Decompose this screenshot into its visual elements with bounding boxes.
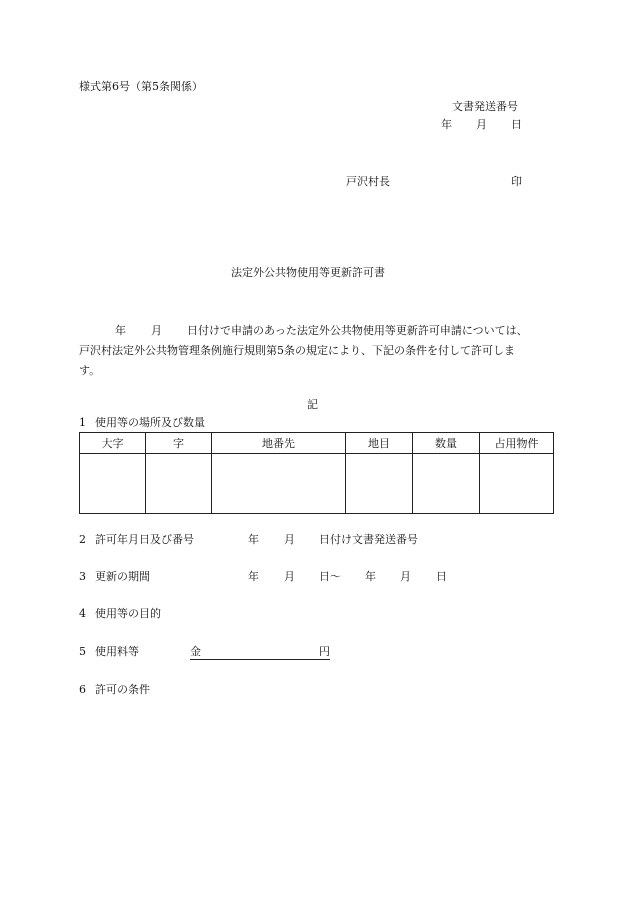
item-3-start-month: 月: [284, 570, 295, 583]
table-header-oaza: 大字: [80, 433, 146, 454]
date-year-label: 年: [441, 118, 452, 131]
item-3-end-month: 月: [400, 570, 411, 583]
table-cell: [80, 454, 146, 514]
body-line-1-text: 日付けで申請のあった法定外公共物使用等更新許可申請については、: [187, 324, 528, 337]
item-2-month: 月: [284, 533, 295, 546]
item-2: [79, 533, 194, 547]
fee-amount-line: [190, 645, 330, 660]
item-6: [79, 683, 150, 697]
item-2-doc-number: 日付け文書発送番号: [319, 533, 418, 546]
location-quantity-table: [79, 432, 554, 514]
table-header-chibansaki: 地番先: [212, 433, 346, 454]
item-5-label: 使用料等: [95, 645, 139, 658]
body-line-3: す。: [79, 364, 101, 377]
item-1-number: 1: [79, 416, 86, 429]
table-cell: [413, 454, 480, 514]
body-line-1: [79, 321, 557, 341]
seal-mark: 印: [511, 175, 522, 188]
item-4: [79, 607, 161, 621]
form-number: 様式第6号（第5条関係）: [79, 80, 203, 93]
ki-heading: 記: [307, 398, 318, 411]
item-4-number: 4: [79, 607, 86, 620]
table-cell: [480, 454, 554, 514]
table-header-occupied-item: 占用物件: [480, 433, 554, 454]
item-3-label: 更新の期間: [95, 570, 150, 583]
table-cell: [212, 454, 346, 514]
body-date-month: 月: [151, 324, 162, 337]
item-1: [79, 416, 205, 430]
table-cell: [146, 454, 212, 514]
item-6-label: 許可の条件: [95, 683, 150, 696]
item-3-end-year: 年: [365, 570, 376, 583]
date-month-label: 月: [476, 118, 487, 131]
document-title: 法定外公共物使用等更新許可書: [231, 266, 385, 279]
item-5: [79, 645, 139, 659]
item-1-label: 使用等の場所及び数量: [95, 416, 205, 429]
issuer-name: 戸沢村長: [346, 175, 390, 188]
item-3: [79, 570, 150, 584]
table-header-aza: 字: [146, 433, 212, 454]
table-row: [80, 454, 554, 514]
item-3-number: 3: [79, 570, 86, 583]
date-day-label: 日: [511, 118, 522, 131]
item-2-label: 許可年月日及び番号: [95, 533, 194, 546]
item-2-number: 2: [79, 533, 86, 546]
item-3-start-day: 日～: [319, 570, 341, 583]
table-header-row: [80, 433, 554, 454]
item-3-end-day: 日: [436, 570, 447, 583]
document-number-label: 文書発送番号: [452, 100, 518, 113]
item-6-number: 6: [79, 683, 86, 696]
item-3-start-year: 年: [248, 570, 259, 583]
table-cell: [346, 454, 413, 514]
body-line-2: 戸沢村法定外公共物管理条例施行規則第5条の規定により、下記の条件を付して許可しま: [79, 344, 515, 357]
table-header-chimoku: 地目: [346, 433, 413, 454]
fee-kin: 金: [190, 645, 201, 658]
item-4-label: 使用等の目的: [95, 607, 161, 620]
body-paragraph: [79, 321, 557, 381]
item-5-number: 5: [79, 645, 86, 658]
body-date-year: 年: [115, 324, 126, 337]
item-2-year: 年: [248, 533, 259, 546]
table-header-quantity: 数量: [413, 433, 480, 454]
fee-yen: 円: [319, 645, 330, 658]
